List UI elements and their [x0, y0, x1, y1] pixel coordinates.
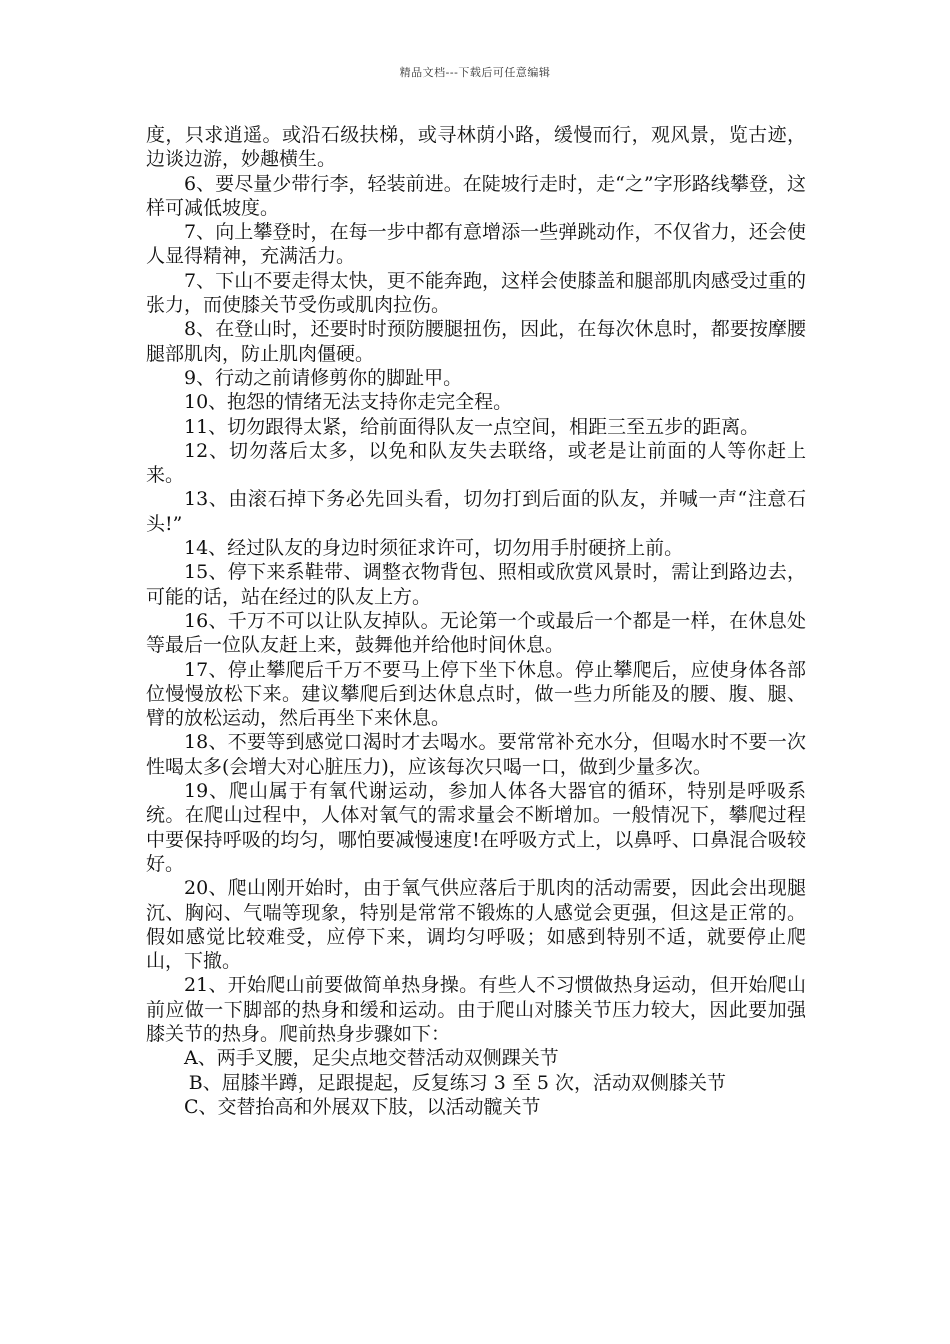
paragraph: 13、由滚石掉下务必先回头看，切勿打到后面的队友，并喊一声“注意石头!” — [146, 488, 806, 535]
paragraph: 16、千万不可以让队友掉队。无论第一个或最后一个都是一样，在休息处等最后一位队友赶上来，鼓舞他并给他时间休息。 — [146, 609, 806, 657]
paragraph: 18、不要等到感觉口渴时才去喝水。要常常补充水分，但喝水时不要一次性喝太多(会增大对心脏压力)，应该每次只喝一口，做到少量多次。 — [146, 731, 806, 778]
paragraph: 20、爬山刚开始时，由于氧气供应落后于肌肉的活动需要，因此会出现腿沉、胸闷、气喘等现象，特别是常常不锻炼的人感觉会更强，但这是正常的。假如感觉比较难受，应停下来，调均匀呼吸；如感到特别不适，就要停止爬山，下撤。 — [146, 877, 806, 973]
paragraph: 7、向上攀登时，在每一步中都有意增添一些弹跳动作，不仅省力，还会使人显得精神，充满活力。 — [146, 221, 806, 268]
paragraph: 21、开始爬山前要做简单热身操。有些人不习惯做热身运动，但开始爬山前应做一下脚部的热身和缓和运动。由于爬山对膝关节压力较大，因此要加强膝关节的热身。爬前热身步骤如下： — [146, 974, 806, 1045]
paragraph: 14、经过队友的身边时须征求许可，切勿用手肘硬挤上前。 — [184, 537, 684, 560]
paragraph: 15、停下来系鞋带、调整衣物背包、照相或欣赏风景时，需让到路边去，可能的话，站在经过的队友上方。 — [146, 561, 806, 608]
paragraph: 19、爬山属于有氧代谢运动，参加人体各大器官的循环，特别是呼吸系统。在爬山过程中，人体对氧气的需求量会不断增加。一般情况下，攀爬过程中要保持呼吸的均匀，哪怕要减慢速度!在呼吸方式上，以鼻呼、口鼻混合吸较好。 — [146, 780, 806, 875]
paragraph: 6、要尽量少带行李，轻装前进。在陡坡行走时，走“之”字形路线攀登，这样可减低坡度。 — [146, 172, 806, 219]
paragraph: 度，只求逍遥。或沿石级扶梯，或寻林荫小路，缓慢而行，观风景，览古迹，边谈边游，妙趣横生。 — [146, 124, 806, 171]
paragraph: 9、行动之前请修剪你的脚趾甲。 — [184, 366, 463, 389]
document-body — [146, 123, 806, 1119]
paragraph: 11、切勿跟得太紧，给前面得队友一点空间，相距三至五步的距离。 — [184, 415, 760, 438]
paragraph: 8、在登山时，还要时时预防腰腿扭伤，因此，在每次休息时，都要按摩腰腿部肌肉，防止肌肉僵硬。 — [146, 318, 806, 365]
list-item: B、屈膝半蹲，足跟提起，反复练习 3 至 5 次，活动双侧膝关节 — [188, 1071, 727, 1094]
page-header: 精品文档---下载后可任意编辑 — [399, 66, 551, 79]
paragraph: 10、抱怨的情绪无法支持你走完全程。 — [184, 391, 513, 414]
list-item: C、交替抬高和外展双下肢，以活动髋关节 — [184, 1095, 541, 1118]
paragraph: 17、停止攀爬后千万不要马上停下坐下休息。停止攀爬后，应使身体各部位慢慢放松下来。建议攀爬后到达休息点时，做一些力所能及的腰、腹、腿、臂的放松运动，然后再坐下来休息。 — [146, 658, 806, 730]
list-item: A、两手叉腰，足尖点地交替活动双侧踝关节 — [184, 1047, 559, 1070]
paragraph: 7、下山不要走得太快，更不能奔跑，这样会使膝盖和腿部肌肉感受过重的张力，而使膝关节受伤或肌肉拉伤。 — [146, 269, 806, 317]
paragraph: 12、切勿落后太多，以免和队友失去联络，或老是让前面的人等你赶上来。 — [146, 439, 806, 487]
